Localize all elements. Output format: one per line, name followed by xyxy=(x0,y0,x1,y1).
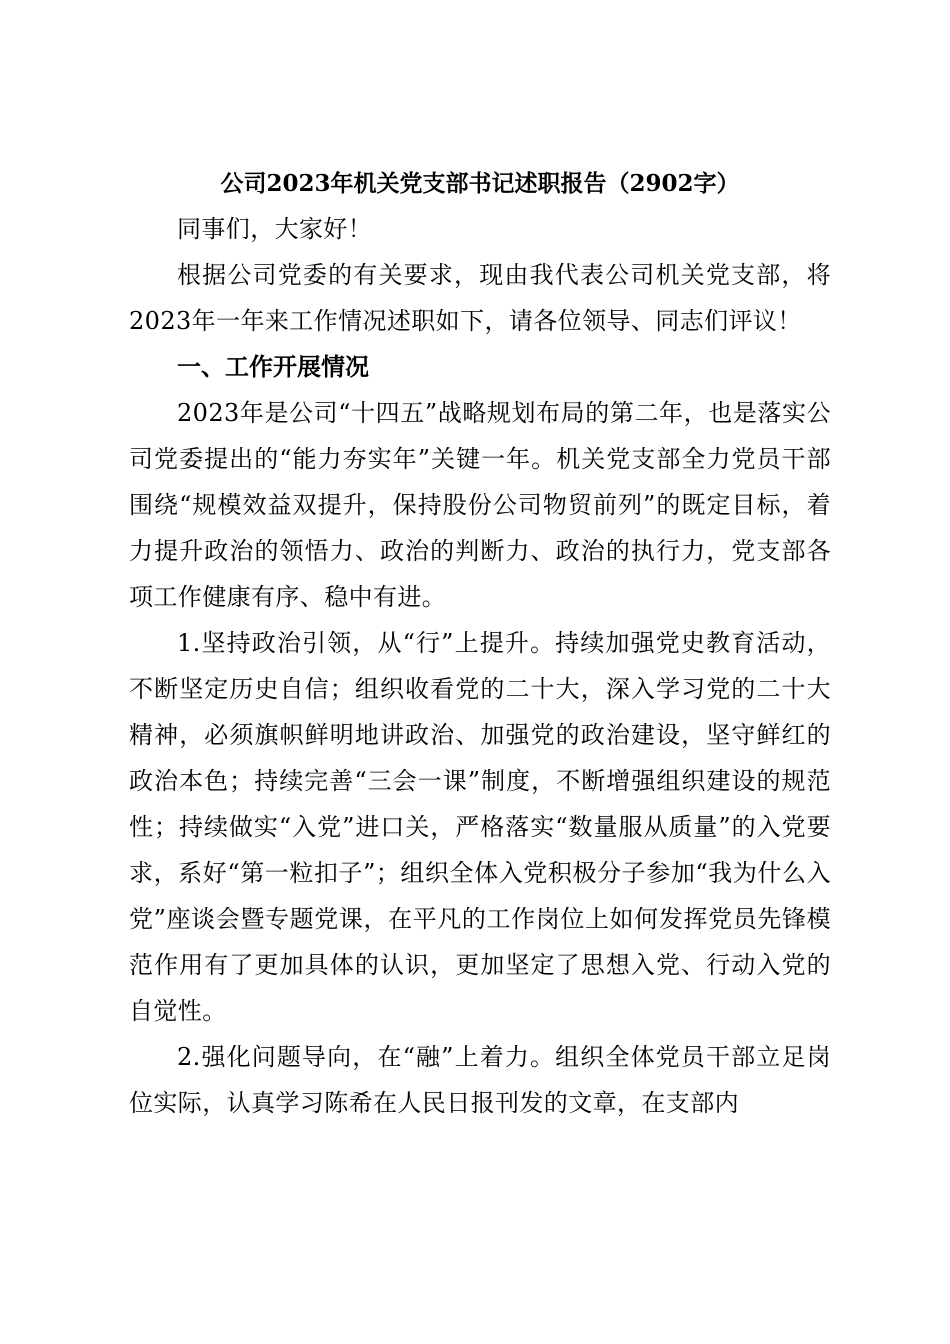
item-paragraph-2: 2.强化问题导向，在“融”上着力。组织全体党员干部立足岗位实际，认真学习陈希在人民日报刊发的文章，在支部内 xyxy=(129,1043,831,1117)
document-title: 公司2023年机关党支部书记述职报告（2902字） xyxy=(220,170,740,197)
section-heading: 一、工作开展情况 xyxy=(177,353,369,381)
document-body xyxy=(129,162,831,1126)
item-paragraph-1: 1.坚持政治引领，从“行”上提升。持续加强党史教育活动，不断坚定历史自信；组织收看党的二十大，深入学习党的二十大精神，必须旗帜鲜明地讲政治、加强党的政治建设，坚守鲜红的政治本色；持续完善“三会一课”制度，不断增强组织建设的规范性；持续做实“入党”进口关，严格落实“数量服从质量”的入党要求，系好“第一粒扣子”；组织全体入党积极分子参加“我为什么入党”座谈会暨专题党课，在平凡的工作岗位上如何发挥党员先锋模范作用有了更加具体的认识，更加坚定了思想入党、行动入党的自觉性。 xyxy=(129,629,831,1025)
section-paragraph: 2023年是公司“十四五”战略规划布局的第二年，也是落实公司党委提出的“能力夯实年”关键一年。机关党支部全力党员干部围绕“规模效益双提升，保持股份公司物贸前列”的既定目标，着力提升政治的领悟力、政治的判断力、政治的执行力，党支部各项工作健康有序、稳中有进。 xyxy=(129,399,831,611)
greeting-paragraph: 同事们，大家好！ xyxy=(177,215,373,243)
intro-paragraph: 根据公司党委的有关要求，现由我代表公司机关党支部，将2023年一年来工作情况述职如下，请各位领导、同志们评议！ xyxy=(129,261,831,335)
